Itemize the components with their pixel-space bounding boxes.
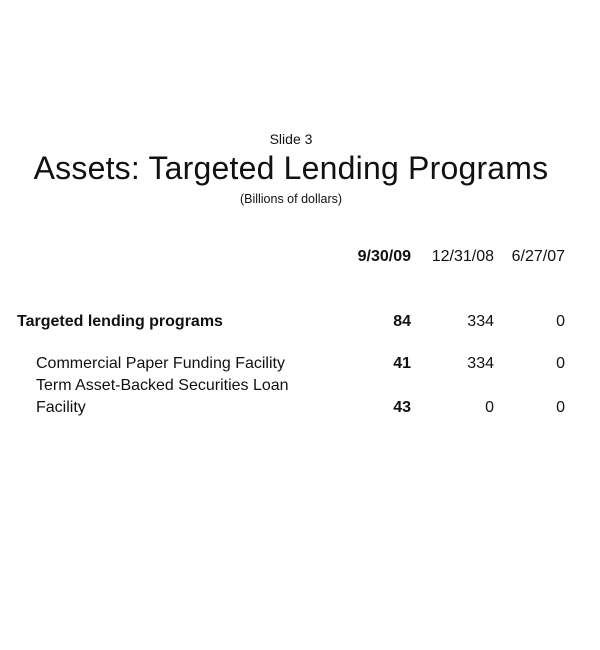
- column-header-12-31-08: 12/31/08: [431, 248, 494, 265]
- slide-number: Slide 3: [269, 131, 313, 147]
- row-label: Targeted lending programs: [17, 313, 223, 330]
- cell-value: 43: [393, 399, 411, 416]
- row-label: Commercial Paper Funding Facility: [36, 355, 285, 372]
- cell-value: 0: [485, 399, 494, 416]
- column-header-6-27-07: 6/27/07: [511, 248, 565, 265]
- cell-value: 0: [556, 399, 565, 416]
- cell-value: 334: [467, 355, 494, 372]
- cell-value: 41: [393, 355, 411, 372]
- row-label: Term Asset-Backed Securities Loan Facility: [36, 377, 289, 416]
- column-header-9-30-09: 9/30/09: [357, 248, 411, 265]
- cell-value: 334: [467, 313, 494, 330]
- slide-title: Assets: Targeted Lending Programs: [33, 150, 549, 186]
- cell-value: 0: [556, 355, 565, 372]
- cell-value: 0: [556, 313, 565, 330]
- slide-subtitle: (Billions of dollars): [239, 192, 343, 206]
- cell-value: 84: [393, 313, 411, 330]
